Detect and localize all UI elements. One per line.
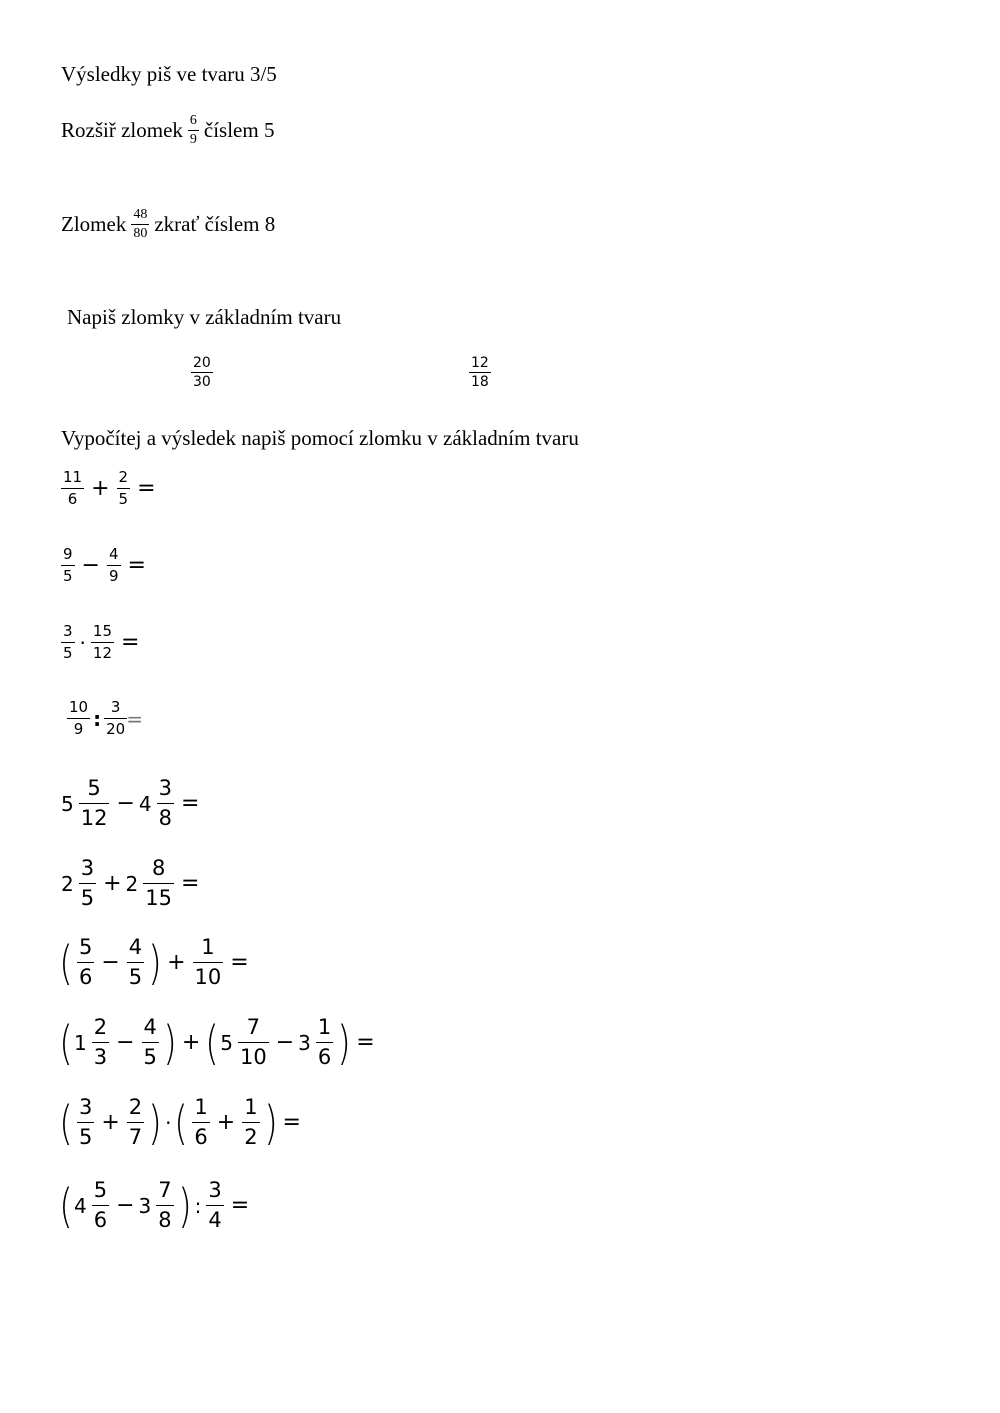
fraction-bar xyxy=(188,130,199,131)
fraction xyxy=(67,700,90,737)
fraction xyxy=(77,1097,94,1148)
equals-sign: = xyxy=(282,1110,301,1135)
fraction-numerator: 6 xyxy=(189,113,197,128)
fraction-bar xyxy=(238,1042,269,1043)
fraction xyxy=(79,858,96,909)
right-parenthesis: ) xyxy=(148,1095,162,1150)
whole-number: 4 xyxy=(138,791,152,816)
task1-text-before: Rozšiř zlomek xyxy=(61,118,183,142)
fraction-numerator: 48 xyxy=(133,207,148,222)
fraction-bar xyxy=(67,718,90,719)
fraction-numerator: 4 xyxy=(108,545,119,563)
exercise-3 xyxy=(58,624,143,661)
exercise-6 xyxy=(61,858,203,909)
fraction-denominator: 12 xyxy=(92,644,112,662)
fraction-bar xyxy=(77,962,94,963)
exercise-2 xyxy=(58,547,150,584)
fraction-denominator: 6 xyxy=(78,965,93,989)
task2-text-after: zkrať číslem 8 xyxy=(154,212,276,236)
fraction xyxy=(242,1097,259,1148)
right-parenthesis: ) xyxy=(337,1015,351,1070)
fraction-bar xyxy=(157,803,174,804)
fraction-bar xyxy=(193,962,224,963)
fraction xyxy=(61,547,75,584)
fraction-bar xyxy=(242,1122,259,1123)
multiply-operator: · xyxy=(165,1110,172,1135)
exercise-10 xyxy=(58,1180,253,1231)
divide-operator: : xyxy=(194,1193,202,1218)
fraction-denominator: 8 xyxy=(158,806,173,830)
fraction-denominator: 6 xyxy=(67,490,78,508)
fraction-numerator: 3 xyxy=(78,1095,93,1119)
equals-sign: = xyxy=(181,791,200,816)
fraction xyxy=(127,1097,144,1148)
task3-fraction-2 xyxy=(466,356,494,389)
fraction-numerator: 4 xyxy=(143,1015,157,1039)
fraction xyxy=(156,1180,173,1231)
task-expand-fraction xyxy=(61,114,274,147)
plus-operator: + xyxy=(91,476,110,501)
fraction-numerator: 3 xyxy=(63,622,73,640)
fraction xyxy=(469,356,491,389)
task4-title xyxy=(61,426,579,451)
whole-number: 4 xyxy=(73,1193,87,1218)
fraction-denominator: 6 xyxy=(317,1045,332,1069)
fraction-bar xyxy=(316,1042,333,1043)
fraction-numerator: 2 xyxy=(128,1095,143,1119)
exercise-5 xyxy=(61,778,203,829)
fraction-bar xyxy=(142,1042,159,1043)
fraction xyxy=(238,1017,269,1068)
fraction-denominator: 6 xyxy=(93,1208,108,1232)
fraction-numerator: 15 xyxy=(92,622,112,640)
exercise-7 xyxy=(58,937,253,988)
exercise-9 xyxy=(58,1097,305,1148)
plus-operator: + xyxy=(101,1110,120,1135)
fraction-bar xyxy=(92,1205,109,1206)
fraction-denominator: 8 xyxy=(158,1208,172,1232)
fraction xyxy=(127,937,144,988)
plus-operator: + xyxy=(181,1030,201,1055)
fraction-numerator: 12 xyxy=(471,355,489,371)
left-parenthesis: ( xyxy=(59,1015,73,1070)
minus-operator: − xyxy=(101,950,120,975)
fraction-numerator: 2 xyxy=(93,1015,108,1039)
task3-title xyxy=(67,305,341,330)
fraction-denominator: 5 xyxy=(128,965,143,989)
task2-fraction xyxy=(131,208,149,241)
exercise-4 xyxy=(64,700,145,737)
fraction-numerator: 10 xyxy=(69,698,89,716)
right-parenthesis: ) xyxy=(263,1095,278,1150)
equals-sign: = xyxy=(121,630,140,655)
equals-sign: = xyxy=(126,706,143,731)
whole-number: 3 xyxy=(138,1193,152,1218)
right-parenthesis: ) xyxy=(148,935,162,990)
fraction-denominator: 7 xyxy=(128,1125,143,1149)
fraction-bar xyxy=(92,1042,109,1043)
fraction xyxy=(117,470,131,507)
fraction-denominator: 18 xyxy=(471,374,489,390)
fraction-numerator: 5 xyxy=(87,776,101,800)
whole-number: 1 xyxy=(73,1030,87,1055)
equals-sign: = xyxy=(127,553,146,578)
fraction xyxy=(193,937,224,988)
fraction-bar xyxy=(107,565,121,566)
fraction-denominator: 5 xyxy=(80,886,95,910)
fraction-denominator: 9 xyxy=(73,720,84,738)
right-parenthesis: ) xyxy=(163,1015,177,1070)
fraction-bar xyxy=(104,718,127,719)
fraction xyxy=(104,700,127,737)
fraction xyxy=(192,1097,209,1148)
equals-sign: = xyxy=(181,871,200,896)
fraction-denominator: 2 xyxy=(244,1125,258,1149)
fraction-bar xyxy=(79,803,110,804)
fraction-numerator: 3 xyxy=(80,856,95,880)
fraction-bar xyxy=(61,488,84,489)
left-parenthesis: ( xyxy=(205,1015,219,1070)
whole-number: 5 xyxy=(220,1030,233,1055)
left-parenthesis: ( xyxy=(59,935,73,990)
fraction-denominator: 9 xyxy=(108,567,119,585)
minus-operator: − xyxy=(116,791,135,816)
fraction-numerator: 5 xyxy=(93,1178,108,1202)
fraction-denominator: 20 xyxy=(106,720,126,738)
fraction xyxy=(79,778,110,829)
minus-operator: − xyxy=(275,1030,295,1055)
equals-sign: = xyxy=(356,1030,375,1055)
divide-operator: : xyxy=(93,706,102,731)
fraction-bar xyxy=(191,372,213,373)
fraction-denominator: 9 xyxy=(189,132,197,147)
equals-sign: = xyxy=(137,476,156,501)
fraction-numerator: 7 xyxy=(246,1015,260,1039)
fraction-bar xyxy=(91,642,114,643)
fraction-denominator: 3 xyxy=(93,1045,108,1069)
fraction-numerator: 3 xyxy=(158,776,173,800)
equals-sign: = xyxy=(230,1193,250,1218)
fraction-denominator: 10 xyxy=(194,965,222,989)
exercise-1 xyxy=(58,470,160,507)
fraction-numerator: 7 xyxy=(158,1178,172,1202)
left-parenthesis: ( xyxy=(174,1095,189,1150)
fraction-bar xyxy=(79,883,96,884)
whole-number: 2 xyxy=(61,871,74,896)
fraction-bar xyxy=(61,642,75,643)
fraction-denominator: 12 xyxy=(80,806,108,830)
fraction-numerator: 9 xyxy=(63,545,73,563)
fraction-bar xyxy=(127,962,144,963)
task3-title-text: Napiš zlomky v základním tvaru xyxy=(67,305,342,329)
task4-title-text: Vypočítej a výsledek napiš pomocí zlomku v základním tvaru xyxy=(61,426,579,450)
equals-sign: = xyxy=(230,950,249,975)
fraction xyxy=(206,1180,223,1231)
fraction-numerator: 1 xyxy=(317,1015,332,1039)
fraction xyxy=(61,470,84,507)
plus-operator: + xyxy=(216,1110,236,1135)
whole-number: 3 xyxy=(298,1030,311,1055)
fraction-denominator: 5 xyxy=(143,1045,157,1069)
fraction-bar xyxy=(156,1205,173,1206)
fraction-numerator: 20 xyxy=(193,355,211,371)
multiply-operator: · xyxy=(79,630,86,655)
fraction-bar xyxy=(61,565,75,566)
right-parenthesis: ) xyxy=(177,1178,192,1233)
fraction-numerator: 3 xyxy=(110,698,121,716)
exercise-8 xyxy=(58,1017,379,1068)
fraction xyxy=(92,1017,109,1068)
fraction xyxy=(157,778,174,829)
fraction-numerator: 11 xyxy=(63,468,83,486)
fraction xyxy=(91,624,114,661)
minus-operator: − xyxy=(81,553,100,578)
fraction-bar xyxy=(131,224,149,225)
fraction-denominator: 6 xyxy=(194,1125,208,1149)
plus-operator: + xyxy=(167,950,186,975)
minus-operator: − xyxy=(116,1193,135,1218)
minus-operator: − xyxy=(116,1030,135,1055)
fraction-bar xyxy=(117,488,131,489)
fraction xyxy=(142,1017,159,1068)
fraction xyxy=(143,858,174,909)
fraction-bar xyxy=(469,372,491,373)
fraction-bar xyxy=(77,1122,94,1123)
fraction-numerator: 3 xyxy=(208,1178,222,1202)
fraction-denominator: 15 xyxy=(145,886,173,910)
left-parenthesis: ( xyxy=(59,1095,73,1150)
fraction-denominator: 80 xyxy=(133,226,148,241)
task3-fraction-1 xyxy=(188,356,216,389)
left-parenthesis: ( xyxy=(59,1178,73,1233)
fraction-numerator: 1 xyxy=(244,1095,258,1119)
whole-number: 2 xyxy=(125,871,139,896)
fraction-denominator: 5 xyxy=(118,490,129,508)
fraction xyxy=(107,547,121,584)
fraction-denominator: 5 xyxy=(63,567,73,585)
fraction-denominator: 4 xyxy=(208,1208,222,1232)
fraction-numerator: 1 xyxy=(201,935,215,959)
fraction-numerator: 2 xyxy=(118,468,129,486)
fraction-numerator: 8 xyxy=(151,856,166,880)
fraction xyxy=(191,356,213,389)
fraction-bar xyxy=(206,1205,223,1206)
fraction-numerator: 5 xyxy=(78,935,93,959)
fraction-denominator: 30 xyxy=(193,374,211,390)
fraction xyxy=(92,1180,109,1231)
fraction-denominator: 5 xyxy=(78,1125,93,1149)
intro-label: Výsledky piš ve tvaru 3/5 xyxy=(61,62,277,86)
plus-operator: + xyxy=(103,871,122,896)
whole-number: 5 xyxy=(61,791,74,816)
fraction xyxy=(61,624,75,661)
intro-text xyxy=(61,62,277,87)
fraction-denominator: 10 xyxy=(239,1045,267,1069)
fraction-denominator: 5 xyxy=(63,644,73,662)
task-reduce-fraction xyxy=(61,208,275,241)
fraction-numerator: 4 xyxy=(128,935,143,959)
fraction-bar xyxy=(192,1122,209,1123)
fraction xyxy=(77,937,94,988)
fraction xyxy=(316,1017,333,1068)
task2-text-before: Zlomek xyxy=(61,212,127,236)
task1-text-after: číslem 5 xyxy=(203,118,275,142)
fraction-numerator: 1 xyxy=(194,1095,208,1119)
fraction-bar xyxy=(143,883,174,884)
fraction-bar xyxy=(127,1122,144,1123)
task1-fraction xyxy=(188,114,199,147)
